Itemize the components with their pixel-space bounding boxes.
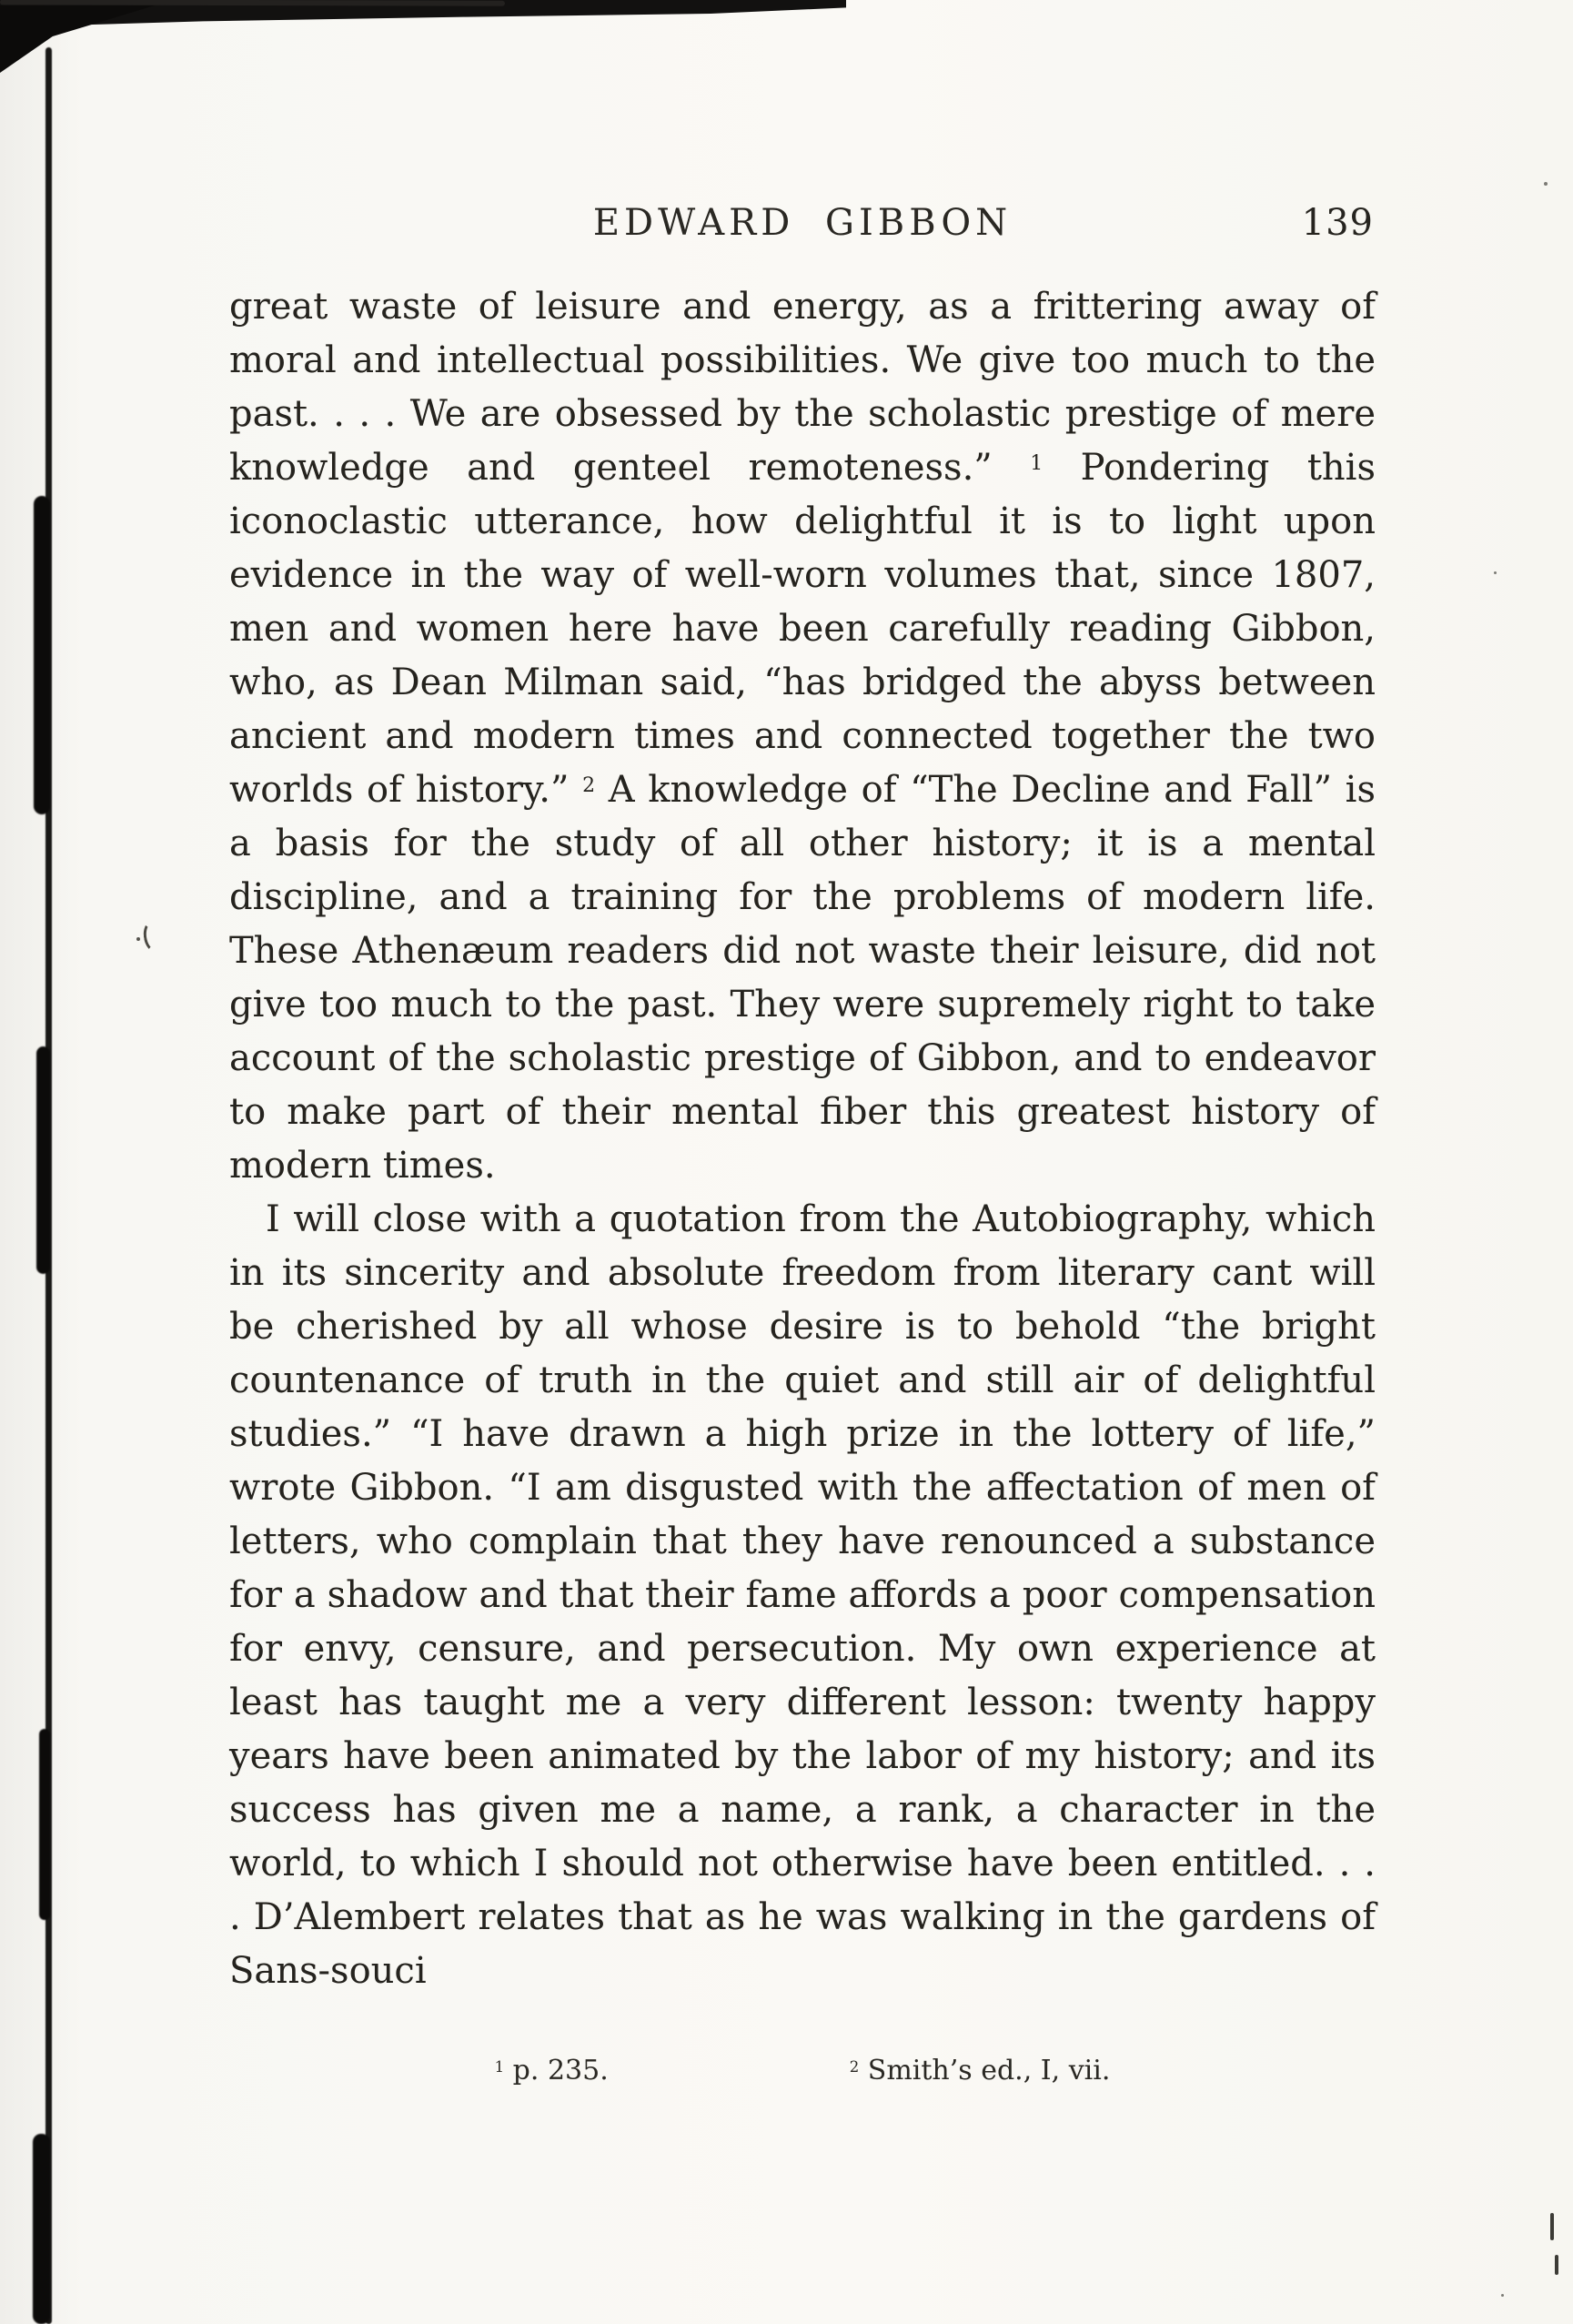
footnote-marker: 2 <box>582 774 596 797</box>
body-text <box>229 280 1376 1998</box>
scan-artifact-edge-dash <box>1550 2213 1554 2240</box>
scan-artifact-binding-blob <box>39 1729 50 1920</box>
scan-artifact-binding-blob <box>36 1046 50 1274</box>
footnote: $^2$ Smith’s ed., I, vii. <box>849 2055 1111 2087</box>
footnote: $^1$ p. 235. <box>494 2055 609 2087</box>
scan-speck <box>1501 2294 1504 2297</box>
scan-speck <box>1544 182 1548 186</box>
running-title: EDWARD GIBBON <box>592 202 1013 244</box>
scan-speck <box>1494 571 1497 574</box>
footnote-marker: 2 <box>849 2057 860 2076</box>
footnote-marker: 1 <box>1030 452 1044 475</box>
footnotes <box>229 2055 1376 2087</box>
page-header <box>229 202 1376 246</box>
scan-artifact-binding-blob <box>34 496 50 814</box>
scan-artifact-edge-dash <box>1555 2255 1558 2275</box>
scan-artifact-binding-blob <box>33 2134 50 2324</box>
page-number: 139 <box>1301 202 1374 244</box>
paragraph: great waste of leisure and energy, as a frittering away of moral and intellectual possibilities. We give too much to the past. . . . We are obsessed by the scholastic prestige of mere knowledge and genteel remoteness.” $^1$ Pondering this iconoclastic utterance, how delightful it is to light upon evidence in the way of well-worn volumes that, since 1807, men and women here have been carefully reading Gibbon, who, as Dean Milman said, “has bridged the abyss between ancient and modern times and connected together the two worlds of history.” $^2$ A knowledge of “The Decline and Fall” is a basis for the study of all other history; it is a mental discipline, and a training for the problems of modern life. These Athenæum readers did not waste their leisure, did not give too much to the past. They were supremely right to take account of the scholastic prestige of Gibbon, and to endeavor to make part of their mental fiber this greatest history of modern times. <box>229 286 1376 1187</box>
paragraph: I will close with a quotation from the Autobiography, which in its sincerity and absolute freedom from literary cant will be cherished by all whose desire is to behold “the bright countenance of truth in the quiet and still air of delightful studies.” “I have drawn a high prize in the lottery of life,” wrote Gibbon. “I am disgusted with the affectation of men of letters, who complain that they have renounced a substance for a shadow and that their fame affords a poor compensation for envy, censure, and persecution. My own experience at least has taught me a very different lesson: twenty happy years have been animated by the labor of my history; and its success has given me a name, a rank, a character in the world, to which I should not otherwise have been entitled. . . . D’Alembert relates that as he was walking in the gardens of Sans-souci <box>229 1198 1376 1992</box>
scan-artifact-stray-mark <box>142 920 166 954</box>
footnote-marker: 1 <box>494 2057 505 2076</box>
scan-artifact-stray-dot <box>136 937 140 941</box>
